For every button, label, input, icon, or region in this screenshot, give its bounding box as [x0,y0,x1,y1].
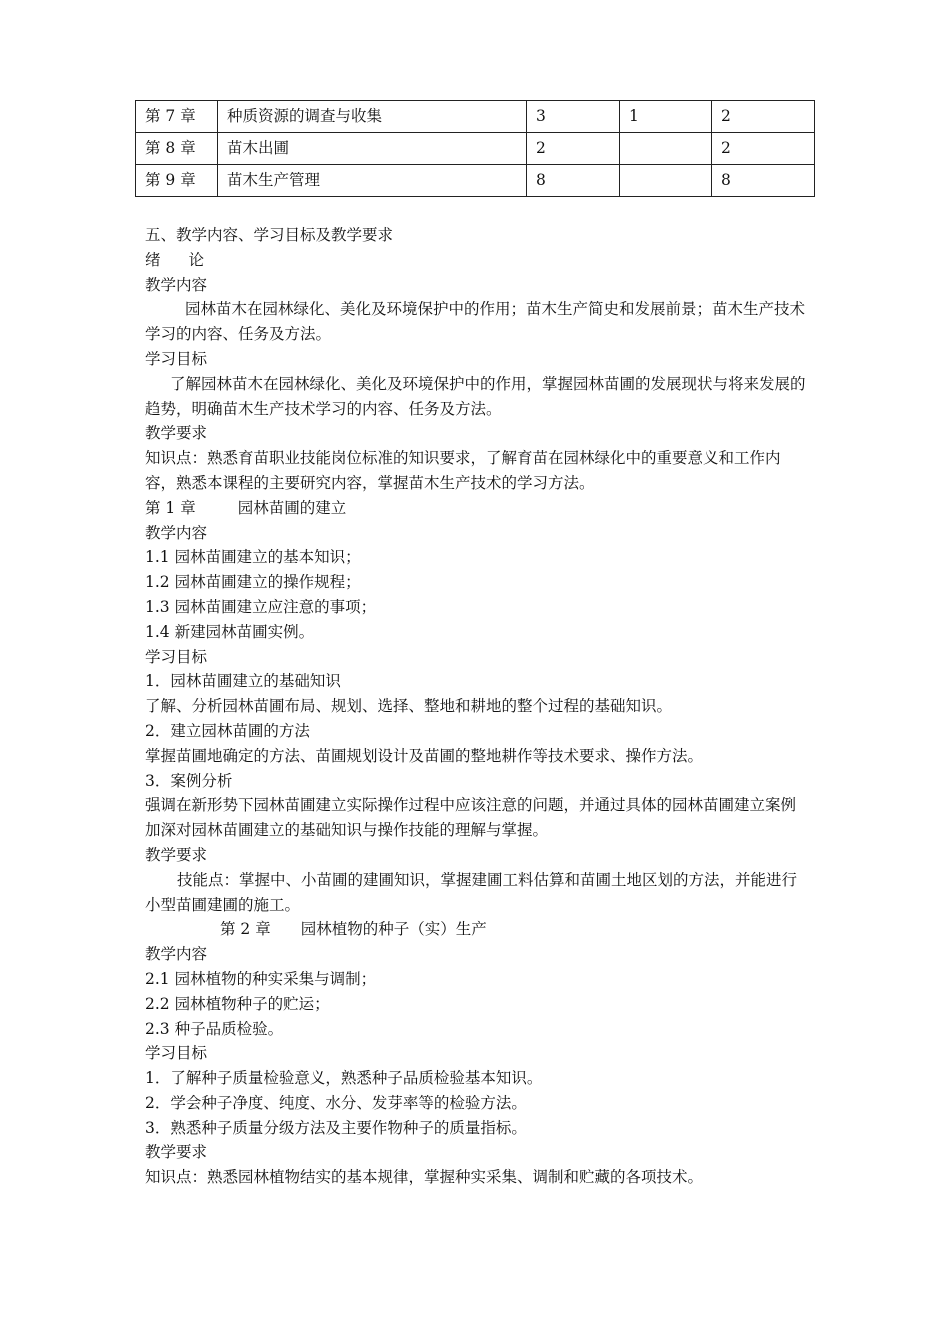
ch2-title: 园林植物的种子（实）生产 [300,920,487,939]
theory-hours-cell: 1 [620,101,712,133]
list-item: 1.3 园林苗圃建立应注意的事项； [145,597,377,616]
list-item: 1.4 新建园林苗圃实例。 [145,622,315,641]
intro-req-text: 知识点：熟悉育苗职业技能岗位标准的知识要求，了解育苗在园林绿化中的重要意义和工作内容，熟悉本课程的主要研究内容，掌握苗木生产技术的学习方法。 [145,449,781,492]
intro-req-label: 教学要求 [145,424,208,443]
chapter-cell: 第 8 章 [136,133,218,165]
total-hours-cell: 2 [527,133,620,165]
total-hours-cell: 3 [527,101,620,133]
ch1-title: 园林苗圃的建立 [237,498,347,517]
ch1-goal2-title: 2．建立园林苗圃的方法 [145,721,310,740]
theory-hours-cell [620,133,712,165]
chapter-cell: 第 7 章 [136,101,218,133]
list-item: 2.1 园林植物的种实采集与调制； [145,969,377,988]
ch1-req-text: 技能点：掌握中、小苗圃的建圃知识，掌握建圃工料估算和苗圃土地区划的方法，并能进行小型苗圃建圃的施工。 [145,870,798,914]
total-hours-cell: 8 [527,165,620,197]
list-item: 2.2 园林植物种子的贮运； [145,994,330,1013]
ch2-req-label: 教学要求 [145,1143,208,1162]
intro-title [145,248,810,273]
intro-title-b: 论 [188,250,211,269]
list-item: 1．了解种子质量检验意义，熟悉种子品质检验基本知识。 [145,1069,543,1088]
ch2-goal-label: 学习目标 [145,1044,208,1063]
practice-hours-cell: 2 [712,133,815,165]
table-row [136,133,815,165]
ch1-content-label: 教学内容 [145,523,208,542]
ch1-heading [145,496,810,521]
ch1-goal-label: 学习目标 [145,647,208,666]
ch1-goal3-text: 强调在新形势下园林苗圃建立实际操作过程中应该注意的问题，并通过具体的园林苗圃建立案例加深对园林苗圃建立的基础知识与操作技能的理解与掌握。 [145,796,797,840]
chapter-title-cell: 种质资源的调查与收集 [218,101,527,133]
chapter-cell: 第 9 章 [136,165,218,197]
document-body [145,223,810,1190]
intro-content-label: 教学内容 [145,275,208,294]
list-item: 2.3 种子品质检验。 [145,1019,284,1038]
practice-hours-cell: 8 [712,165,815,197]
theory-hours-cell [620,165,712,197]
chapter-title-cell: 苗木出圃 [218,133,527,165]
ch1-goal1-text: 了解、分析园林苗圃布局、规划、选择、整地和耕地的整个过程的基础知识。 [145,697,673,716]
ch1-goal1-title: 1．园林苗圃建立的基础知识 [145,672,341,691]
practice-hours-cell: 2 [712,101,815,133]
ch2-req-text: 知识点：熟悉园林植物结实的基本规律，掌握种实采集、调制和贮藏的各项技术。 [145,1168,704,1187]
section-heading: 五、教学内容、学习目标及教学要求 [145,226,394,244]
intro-content-text: 园林苗木在园林绿化、美化及环境保护中的作用；苗木生产简史和发展前景；苗木生产技术学习的内容、任务及方法。 [145,300,806,344]
ch2-content-label: 教学内容 [145,945,208,964]
list-item: 1.2 园林苗圃建立的操作规程； [145,573,361,592]
intro-goal-label: 学习目标 [145,349,208,368]
ch1-req-label: 教学要求 [145,845,208,864]
ch2-number: 第 2 章 [220,920,271,939]
list-item: 3．熟悉种子质量分级方法及主要作物种子的质量指标。 [145,1118,527,1137]
list-item: 2．学会种子净度、纯度、水分、发芽率等的检验方法。 [145,1093,527,1112]
table-row [136,165,815,197]
intro-title-a: 绪 [145,250,167,269]
ch2-heading [145,917,810,942]
table-row [136,101,815,133]
intro-goal-text: 了解园林苗木在园林绿化、美化及环境保护中的作用，掌握园林苗圃的发展现状与将来发展的趋势，明确苗木生产技术学习的内容、任务及方法。 [145,374,806,418]
chapter-title-cell: 苗木生产管理 [218,165,527,197]
ch1-goal2-text: 掌握苗圃地确定的方法、苗圃规划设计及苗圃的整地耕作等技术要求、操作方法。 [145,746,704,765]
ch1-goal3-title: 3．案例分析 [145,771,233,790]
course-hours-table [135,100,815,197]
ch1-number: 第 1 章 [145,498,196,517]
list-item: 1.1 园林苗圃建立的基本知识； [145,548,361,567]
